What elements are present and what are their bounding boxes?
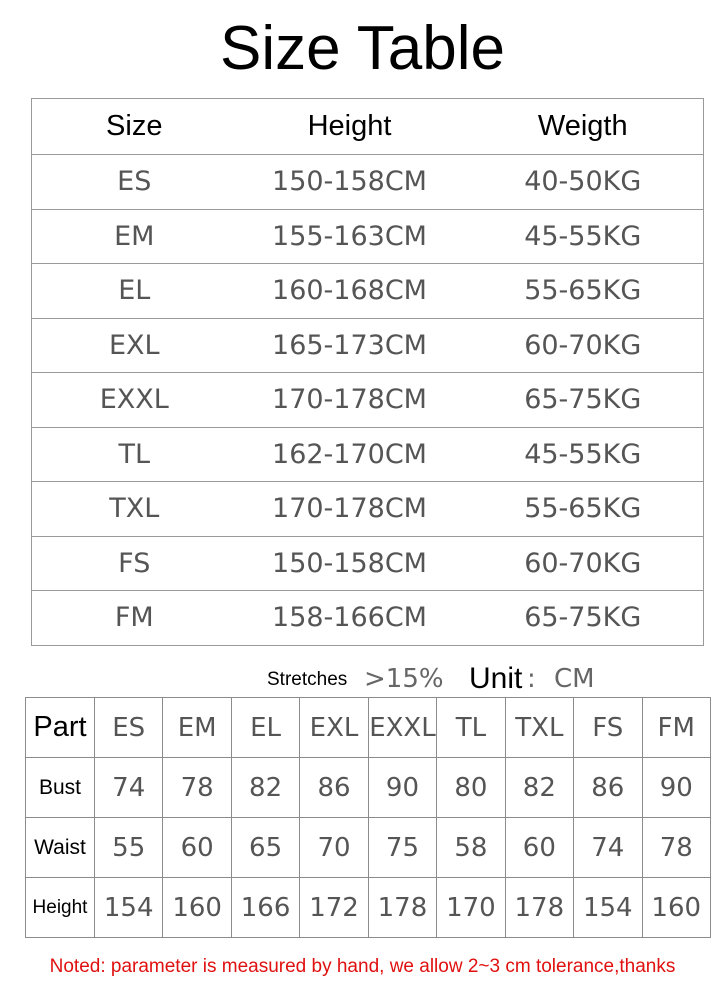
size-column-header: EXL — [300, 698, 368, 758]
height-cell: 158-166CM — [237, 591, 463, 646]
size-column-header: TXL — [505, 698, 573, 758]
weight-cell: 45-55KG — [463, 209, 704, 264]
size-column-header: FM — [642, 698, 711, 758]
weight-cell: 65-75KG — [463, 591, 704, 646]
size-cell: EM — [32, 209, 237, 264]
size-column-header: EXXL — [368, 698, 436, 758]
weight-cell: 65-75KG — [463, 373, 704, 428]
measurement-cell: 178 — [368, 878, 436, 938]
tolerance-note: Noted: parameter is measured by hand, we allow 2~3 cm tolerance,thanks — [49, 956, 676, 977]
measurement-cell: 160 — [642, 878, 711, 938]
measurement-cell: 178 — [505, 878, 573, 938]
measurement-row — [26, 878, 711, 938]
stretches-value: >15% — [364, 664, 444, 694]
header-size: Size — [32, 99, 237, 155]
measurement-cell: 86 — [574, 758, 642, 818]
page-title: Size Table — [220, 14, 505, 83]
unit-separator: : — [527, 664, 536, 694]
size-row — [32, 536, 704, 591]
measurement-cell: 75 — [368, 818, 436, 878]
measurement-cell: 90 — [642, 758, 711, 818]
measurement-cell: 55 — [95, 818, 163, 878]
measurement-cell: 90 — [368, 758, 436, 818]
header-height: Height — [237, 99, 463, 155]
measurement-cell: 78 — [642, 818, 711, 878]
weight-cell: 60-70KG — [463, 536, 704, 591]
size-cell: ES — [32, 155, 237, 210]
size-column-header: EM — [163, 698, 231, 758]
size-row — [32, 155, 704, 210]
size-row — [32, 427, 704, 482]
weight-cell: 55-65KG — [463, 264, 704, 319]
height-cell: 170-178CM — [237, 373, 463, 428]
notes-line — [0, 660, 725, 700]
measurement-cell: 160 — [163, 878, 231, 938]
measurement-cell: 82 — [505, 758, 573, 818]
measurement-cell: 166 — [231, 878, 299, 938]
size-row — [32, 373, 704, 428]
height-cell: 160-168CM — [237, 264, 463, 319]
height-cell: 150-158CM — [237, 536, 463, 591]
measurement-cell: 60 — [163, 818, 231, 878]
size-row — [32, 591, 704, 646]
size-cell: EXXL — [32, 373, 237, 428]
measurement-cell: 70 — [300, 818, 368, 878]
height-cell: 155-163CM — [237, 209, 463, 264]
measurement-cell: 86 — [300, 758, 368, 818]
stretches-label: Stretches — [267, 669, 348, 690]
unit-value: CM — [554, 664, 595, 694]
row-label: Height — [26, 878, 95, 938]
size-row — [32, 482, 704, 537]
measurement-cell: 74 — [574, 818, 642, 878]
measurement-cell: 78 — [163, 758, 231, 818]
header-weight: Weigth — [463, 99, 704, 155]
size-cell: EL — [32, 264, 237, 319]
measurement-cell: 74 — [95, 758, 163, 818]
height-cell: 170-178CM — [237, 482, 463, 537]
weight-cell: 45-55KG — [463, 427, 704, 482]
height-cell: 165-173CM — [237, 318, 463, 373]
height-cell: 150-158CM — [237, 155, 463, 210]
size-column-header: ES — [95, 698, 163, 758]
measurement-table — [25, 697, 711, 938]
part-label: Part — [26, 698, 95, 758]
size-cell: FS — [32, 536, 237, 591]
measurement-cell: 154 — [574, 878, 642, 938]
row-label: Waist — [26, 818, 95, 878]
measurement-header-row — [26, 698, 711, 758]
measurement-row — [26, 758, 711, 818]
size-cell: TL — [32, 427, 237, 482]
weight-cell: 40-50KG — [463, 155, 704, 210]
size-row — [32, 209, 704, 264]
row-label: Bust — [26, 758, 95, 818]
size-table-header — [32, 99, 704, 155]
measurement-cell: 80 — [437, 758, 505, 818]
size-column-header: TL — [437, 698, 505, 758]
measurement-cell: 170 — [437, 878, 505, 938]
measurement-cell: 65 — [231, 818, 299, 878]
measurement-cell: 82 — [231, 758, 299, 818]
weight-cell: 55-65KG — [463, 482, 704, 537]
measurement-row — [26, 818, 711, 878]
measurement-cell: 154 — [95, 878, 163, 938]
height-cell: 162-170CM — [237, 427, 463, 482]
size-column-header: FS — [574, 698, 642, 758]
size-column-header: EL — [231, 698, 299, 758]
size-cell: EXL — [32, 318, 237, 373]
size-row — [32, 264, 704, 319]
size-table — [31, 98, 704, 646]
size-cell: FM — [32, 591, 237, 646]
measurement-cell: 60 — [505, 818, 573, 878]
size-cell: TXL — [32, 482, 237, 537]
measurement-cell: 58 — [437, 818, 505, 878]
size-row — [32, 318, 704, 373]
weight-cell: 60-70KG — [463, 318, 704, 373]
measurement-cell: 172 — [300, 878, 368, 938]
unit-label: Unit — [469, 662, 523, 695]
